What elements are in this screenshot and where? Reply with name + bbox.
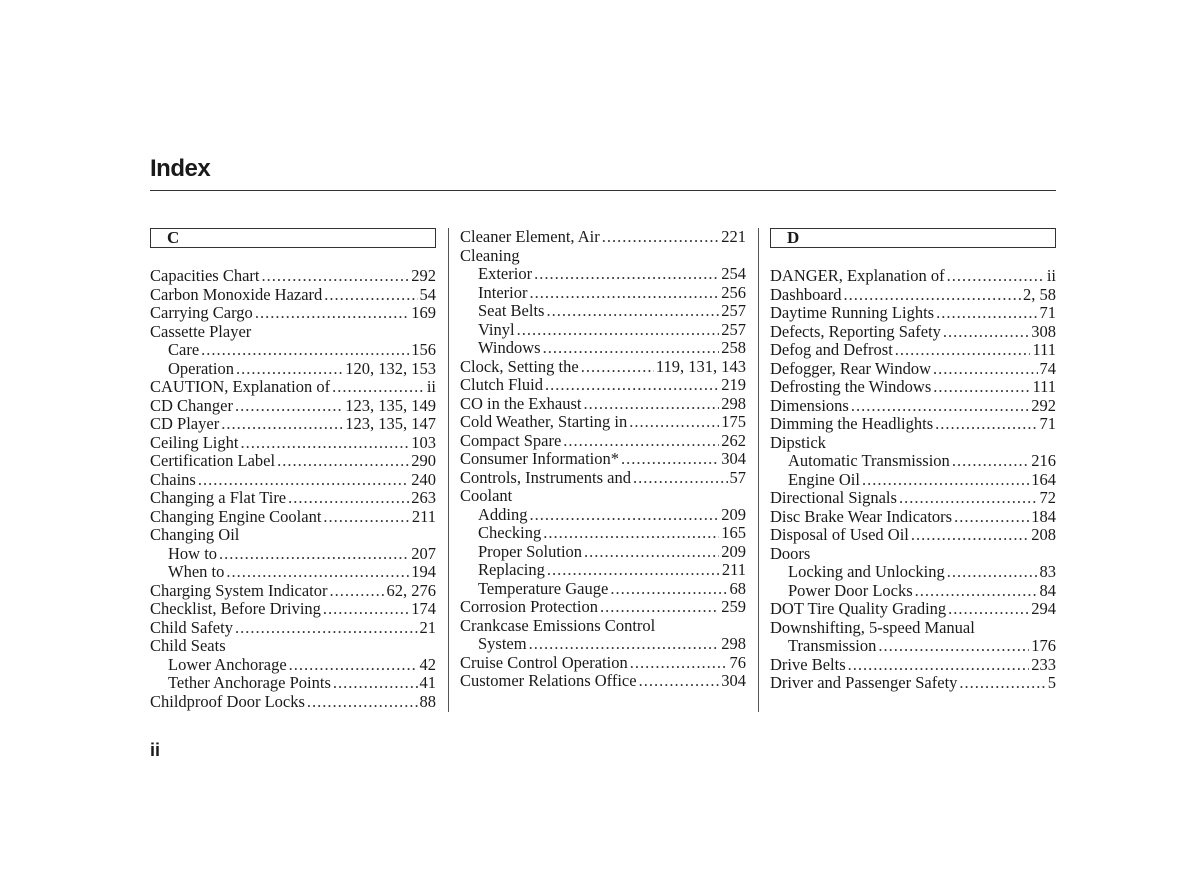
dot-leader — [201, 341, 409, 360]
entry-label: Changing Engine Coolant — [150, 506, 322, 526]
entry-label: Driver and Passenger Safety — [770, 673, 958, 692]
entry-label: Cleaning — [460, 245, 520, 265]
index-entry — [150, 434, 436, 453]
dot-leader — [600, 598, 719, 617]
entry-label: Disc Brake Wear Indicators — [770, 506, 953, 526]
entry-page-number: 156 — [411, 340, 436, 359]
entry-label: Windows — [478, 338, 541, 357]
entry-page-number: 233 — [1031, 654, 1056, 674]
index-entry — [460, 413, 746, 432]
entry-page-number: 123, 135, 147 — [345, 414, 436, 433]
entry-label: Defects, Reporting Safety — [770, 321, 941, 341]
index-entry — [460, 561, 746, 580]
index-entry — [460, 247, 746, 266]
entry-page-number: 216 — [1031, 451, 1056, 470]
entry-page-number: 71 — [1039, 303, 1056, 322]
index-entry — [770, 267, 1056, 286]
entry-page-number: 292 — [411, 266, 436, 285]
index-entry — [150, 637, 436, 656]
index-entry — [460, 339, 746, 358]
entry-page-number: 176 — [1031, 636, 1056, 655]
entry-label: Directional Signals — [770, 488, 897, 507]
index-entry — [770, 360, 1056, 379]
entry-page-number: 211 — [411, 506, 436, 526]
entry-page-number: 194 — [411, 562, 436, 581]
entry-label: Vinyl — [478, 319, 515, 339]
index-entry — [150, 489, 436, 508]
index-entry — [770, 526, 1056, 545]
dot-leader — [235, 619, 418, 638]
entry-page-number: 208 — [1031, 525, 1056, 544]
index-entry — [770, 452, 1056, 471]
dot-leader — [219, 545, 409, 564]
index-entry — [770, 304, 1056, 323]
index-entry — [460, 228, 746, 247]
entry-page-number: 72 — [1039, 488, 1056, 507]
entry-page-number: 57 — [729, 467, 746, 487]
dot-leader — [935, 415, 1037, 434]
dot-leader — [862, 471, 1029, 490]
index-entry — [770, 508, 1056, 527]
dot-leader — [633, 469, 728, 488]
dot-leader — [954, 508, 1029, 527]
index-entry — [150, 674, 436, 693]
entry-label: Dimensions — [770, 395, 849, 415]
entry-label: Checking — [478, 523, 542, 542]
dot-leader — [851, 397, 1029, 416]
dot-leader — [563, 432, 719, 451]
index-entry — [150, 526, 436, 545]
index-entry — [460, 524, 746, 543]
entry-page-number: 174 — [411, 599, 436, 618]
dot-leader — [843, 286, 1021, 305]
dot-leader — [583, 395, 719, 414]
entry-label: When to — [168, 562, 225, 581]
entry-page-number: 304 — [721, 671, 746, 690]
dot-leader — [936, 304, 1037, 323]
index-entry — [460, 395, 746, 414]
index-entry — [460, 672, 746, 691]
entry-label: Tether Anchorage Points — [168, 673, 331, 692]
entry-label: Seat Belts — [478, 301, 545, 320]
entry-label: Cold Weather, Starting in — [460, 412, 628, 431]
entry-label: CO in the Exhaust — [460, 393, 582, 413]
entry-label: Child Safety — [150, 617, 233, 637]
entry-label: Power Door Locks — [788, 580, 913, 600]
index-entry — [150, 471, 436, 490]
dot-leader — [333, 674, 418, 693]
entry-label: Cleaner Element, Air — [460, 227, 600, 246]
index-entry — [770, 286, 1056, 305]
entry-label: Crankcase Emissions Control — [460, 615, 656, 635]
entry-label: System — [478, 634, 527, 653]
entry-label: Exterior — [478, 264, 533, 283]
entry-page-number: 88 — [419, 691, 436, 711]
dot-leader — [899, 489, 1038, 508]
index-entry — [460, 432, 746, 451]
index-entry — [770, 397, 1056, 416]
entry-label: Operation — [168, 358, 234, 378]
entry-label: Dipstick — [770, 432, 826, 452]
dot-leader — [332, 378, 425, 397]
entry-label: Checklist, Before Driving — [150, 599, 321, 618]
entry-label: Doors — [770, 543, 811, 563]
index-entry — [460, 358, 746, 377]
index-entry — [770, 563, 1056, 582]
entry-page-number: 259 — [721, 597, 746, 616]
entry-label: Replacing — [478, 560, 545, 579]
index-entry — [460, 598, 746, 617]
section-letter-header: C — [150, 228, 436, 248]
entry-page-number: 256 — [721, 282, 746, 302]
dot-leader — [943, 323, 1029, 342]
entry-label: Lower Anchorage — [168, 654, 287, 674]
index-entry — [460, 450, 746, 469]
dot-leader — [959, 674, 1045, 693]
index-column-3 — [770, 228, 1056, 693]
index-entry — [150, 360, 436, 379]
entry-page-number: 71 — [1039, 414, 1056, 433]
dot-leader — [307, 693, 418, 712]
entry-page-number: 103 — [411, 432, 436, 452]
index-entry — [150, 452, 436, 471]
dot-leader — [621, 450, 719, 469]
index-entry — [460, 635, 746, 654]
entry-page-number: ii — [426, 377, 436, 396]
entry-label: Carbon Monoxide Hazard — [150, 284, 323, 304]
entry-page-number: 76 — [729, 652, 746, 672]
dot-leader — [530, 506, 720, 525]
index-entry — [460, 617, 746, 636]
index-entry — [150, 693, 436, 712]
dot-leader — [240, 434, 409, 453]
entry-label: Defogger, Rear Window — [770, 358, 932, 378]
entry-page-number: 62, 276 — [386, 580, 436, 600]
index-entry — [460, 654, 746, 673]
entry-label: Dimming the Headlights — [770, 414, 934, 433]
index-entry — [770, 489, 1056, 508]
entry-label: Defrosting the Windows — [770, 377, 932, 396]
index-entry — [150, 378, 436, 397]
entry-label: Clock, Setting the — [460, 356, 579, 376]
entry-label: CD Changer — [150, 395, 233, 415]
entry-page-number: 119, 131, 143 — [655, 356, 746, 376]
entry-page-number: 290 — [411, 451, 436, 470]
index-entry — [770, 341, 1056, 360]
dot-leader — [547, 561, 720, 580]
dot-leader — [602, 228, 720, 247]
dot-leader — [639, 672, 720, 691]
entry-label: Automatic Transmission — [788, 451, 950, 470]
entry-page-number: 42 — [419, 654, 436, 674]
entry-label: Consumer Information* — [460, 449, 620, 468]
index-entry — [770, 637, 1056, 656]
dot-leader — [534, 265, 719, 284]
index-entry — [150, 600, 436, 619]
entry-label: Daytime Running Lights — [770, 303, 935, 322]
entry-page-number: 164 — [1031, 469, 1056, 489]
index-entry — [770, 323, 1056, 342]
index-entry — [150, 508, 436, 527]
entry-page-number: 209 — [721, 504, 746, 524]
entry-page-number: 298 — [721, 634, 746, 653]
entry-label: Chains — [150, 469, 196, 489]
entry-label: Downshifting, 5-speed Manual — [770, 617, 975, 637]
entry-label: Clutch Fluid — [460, 375, 543, 394]
index-entry — [460, 469, 746, 488]
index-entry — [460, 376, 746, 395]
entry-page-number: 304 — [721, 449, 746, 468]
entry-page-number: 207 — [411, 543, 436, 563]
entry-page-number: 21 — [419, 617, 436, 637]
page-number: ii — [150, 740, 161, 760]
entry-page-number: 292 — [1031, 395, 1056, 415]
index-entry — [770, 600, 1056, 619]
entry-page-number: 123, 135, 149 — [345, 395, 436, 415]
entry-page-number: 83 — [1039, 562, 1056, 581]
index-entry — [150, 323, 436, 342]
entry-label: Compact Spare — [460, 430, 562, 450]
entry-label: Controls, Instruments and — [460, 467, 631, 487]
entry-label: Childproof Door Locks — [150, 691, 305, 711]
entry-label: Certification Label — [150, 451, 276, 470]
dot-leader — [543, 339, 720, 358]
entry-label: Changing a Flat Tire — [150, 488, 287, 507]
entry-page-number: 175 — [721, 412, 746, 431]
index-entry — [150, 304, 436, 323]
entry-label: Proper Solution — [478, 541, 583, 561]
dot-leader — [236, 360, 343, 379]
dot-leader — [948, 600, 1029, 619]
dot-leader — [255, 304, 409, 323]
dot-leader — [288, 489, 409, 508]
dot-leader — [878, 637, 1029, 656]
index-entry — [460, 506, 746, 525]
index-column-1 — [150, 228, 436, 711]
index-entry — [770, 378, 1056, 397]
dot-leader — [543, 524, 719, 543]
entry-label: Cruise Control Operation — [460, 652, 628, 672]
entry-page-number: 165 — [721, 523, 746, 542]
entry-label: CAUTION, Explanation of — [150, 377, 331, 396]
entry-page-number: 294 — [1031, 599, 1056, 618]
entry-label: Transmission — [788, 636, 877, 655]
dot-leader — [323, 508, 409, 527]
index-entry — [150, 545, 436, 564]
section-letter-header: D — [770, 228, 1056, 248]
entry-page-number: 54 — [419, 284, 436, 304]
entry-label: Child Seats — [150, 636, 226, 655]
entry-label: How to — [168, 543, 218, 563]
entry-page-number: 257 — [721, 319, 746, 339]
dot-leader — [289, 656, 418, 675]
entry-page-number: 111 — [1032, 377, 1056, 396]
entry-label: Carrying Cargo — [150, 303, 253, 322]
entry-page-number: ii — [1046, 266, 1056, 285]
dot-leader — [226, 563, 409, 582]
index-entry — [770, 619, 1056, 638]
dot-leader — [262, 267, 410, 286]
entry-page-number: 2, 58 — [1023, 284, 1056, 304]
dot-leader — [947, 267, 1045, 286]
entry-label: Changing Oil — [150, 525, 240, 544]
entry-label: Capacities Chart — [150, 266, 260, 285]
entry-page-number: 111 — [1032, 340, 1056, 359]
dot-leader — [517, 321, 720, 340]
dot-leader — [629, 413, 719, 432]
entry-page-number: 5 — [1047, 673, 1056, 692]
index-entry — [150, 415, 436, 434]
entry-label: Dashboard — [770, 284, 842, 304]
entry-page-number: 262 — [721, 430, 746, 450]
entry-page-number: 219 — [721, 375, 746, 394]
index-entry — [150, 582, 436, 601]
entry-page-number: 209 — [721, 541, 746, 561]
dot-leader — [584, 543, 719, 562]
entry-label: Locking and Unlocking — [788, 562, 945, 581]
entry-page-number: 169 — [411, 303, 436, 322]
dot-leader — [915, 582, 1038, 601]
dot-leader — [330, 582, 385, 601]
index-entry — [460, 284, 746, 303]
dot-leader — [630, 654, 728, 673]
dot-leader — [610, 580, 727, 599]
entry-page-number: 240 — [411, 469, 436, 489]
index-entry — [150, 563, 436, 582]
index-entry — [460, 487, 746, 506]
index-entry — [150, 397, 436, 416]
dot-leader — [198, 471, 409, 490]
entry-label: Customer Relations Office — [460, 671, 637, 690]
entry-page-number: 298 — [721, 393, 746, 413]
entry-label: DOT Tire Quality Grading — [770, 599, 947, 618]
dot-leader — [529, 284, 719, 303]
dot-leader — [933, 360, 1037, 379]
entry-page-number: 258 — [721, 338, 746, 357]
entry-label: Care — [168, 340, 200, 359]
index-entry — [150, 619, 436, 638]
entry-page-number: 68 — [729, 578, 746, 598]
page-title: Index — [150, 155, 211, 182]
index-entry — [770, 415, 1056, 434]
entry-page-number: 211 — [721, 560, 746, 579]
dot-leader — [323, 600, 409, 619]
dot-leader — [529, 635, 720, 654]
column-divider — [448, 228, 449, 712]
entry-label: CD Player — [150, 414, 220, 433]
entry-label: Coolant — [460, 486, 513, 505]
entry-page-number: 120, 132, 153 — [345, 358, 436, 378]
index-entry — [770, 674, 1056, 693]
entry-label: Ceiling Light — [150, 432, 239, 452]
dot-leader — [545, 376, 719, 395]
entry-page-number: 41 — [419, 673, 436, 692]
entry-label: Drive Belts — [770, 654, 846, 674]
index-entry — [460, 543, 746, 562]
index-entry — [150, 341, 436, 360]
entry-label: Cassette Player — [150, 321, 252, 341]
title-rule — [150, 190, 1056, 191]
entry-page-number: 184 — [1031, 506, 1056, 526]
entry-label: Temperature Gauge — [478, 578, 609, 598]
index-entry — [770, 434, 1056, 453]
entry-label: Defog and Defrost — [770, 340, 893, 359]
entry-page-number: 257 — [721, 301, 746, 320]
entry-page-number: 263 — [411, 488, 436, 507]
index-entry — [770, 582, 1056, 601]
entry-page-number: 221 — [721, 227, 746, 246]
index-entry — [150, 267, 436, 286]
dot-leader — [221, 415, 343, 434]
index-entry — [770, 656, 1056, 675]
dot-leader — [235, 397, 343, 416]
entry-page-number: 74 — [1039, 358, 1056, 378]
dot-leader — [947, 563, 1038, 582]
index-entry — [150, 286, 436, 305]
dot-leader — [324, 286, 417, 305]
dot-leader — [952, 452, 1029, 471]
dot-leader — [277, 452, 409, 471]
entry-label: Adding — [478, 504, 528, 524]
entry-label: DANGER, Explanation of — [770, 266, 945, 285]
index-entry — [770, 471, 1056, 490]
entry-label: Engine Oil — [788, 469, 860, 489]
dot-leader — [911, 526, 1029, 545]
entry-page-number: 84 — [1039, 580, 1056, 600]
entry-label: Interior — [478, 282, 528, 302]
index-entry — [460, 265, 746, 284]
entry-label: Disposal of Used Oil — [770, 525, 909, 544]
dot-leader — [933, 378, 1030, 397]
index-entry — [460, 321, 746, 340]
index-entry — [150, 656, 436, 675]
index-column-2 — [460, 228, 746, 691]
dot-leader — [895, 341, 1031, 360]
dot-leader — [546, 302, 719, 321]
dot-leader — [848, 656, 1030, 675]
dot-leader — [581, 358, 654, 377]
entry-label: Charging System Indicator — [150, 580, 328, 600]
index-entry — [460, 302, 746, 321]
entry-label: Corrosion Protection — [460, 597, 598, 616]
column-divider — [758, 228, 759, 712]
index-entry — [460, 580, 746, 599]
entry-page-number: 308 — [1031, 321, 1056, 341]
entry-page-number: 254 — [721, 264, 746, 283]
index-entry — [770, 545, 1056, 564]
